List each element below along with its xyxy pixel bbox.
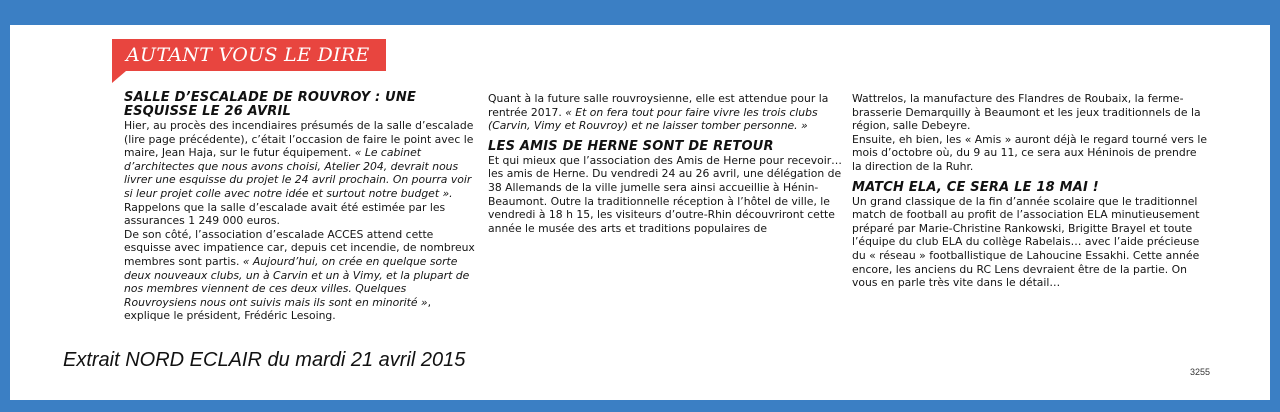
column-3 (852, 92, 1208, 290)
section-tag: AUTANT VOUS LE DIRE (112, 39, 386, 71)
column-2 (488, 92, 842, 235)
page-number: 3255 (1190, 367, 1211, 377)
article-2-headline: LES AMIS DE HERNE SONT DE RETOUR (488, 138, 774, 154)
newspaper-clipping (10, 25, 1270, 400)
article-2-paragraph-2: Ensuite, eh bien, les « Amis » auront déjà le regard tourné vers le mois d’octobre où, du 9 au 11, ce sera aux Héninois de prendre la direction de la Ruhr. (852, 132, 1207, 173)
article-3-headline: MATCH ELA, CE SERA LE 18 MAI ! (852, 179, 1099, 195)
article-1-p4-quote: « Et on fera tout pour faire vivre les trois clubs (Carvin, Vimy et Rouvroy) et ne laisser tomber personne. » (488, 105, 818, 133)
article-1-paragraph-4 (488, 92, 842, 133)
article-1-paragraph-2: Rappelons que la salle d’escalade avait été estimée par les assurances 1 249 000 euros. (124, 200, 446, 228)
article-1-paragraph-1 (124, 119, 479, 201)
article-3-paragraph-1: Un grand classique de la fin d’année scolaire que le traditionnel match de football au profit de l’association ELA minutieusement préparé par Marie-Christine Rankowski, Brigitte Brayel et toute l’équipe du club ELA du collège Rabelais… avec l’aide précieuse du « réseau » footballistique de Lahoucine Essakhi. Cette année encore, les anciens du RC Lens devraient être de la partie. On vous en parle très vite dans le détail… (852, 194, 1200, 290)
article-1-p3-quote: « Aujourd’hui, on crée en quelque sorte deux nouveaux clubs, un à Carvin et un à Vimy, et la plupart de nos membres viennent de ces deux villes. Quelques Rouvroysiens nous ont suivis mais ils sont en minorité » (124, 254, 470, 309)
article-1-headline: SALLE D’ESCALADE DE ROUVROY : UNE ESQUISSE LE 26 AVRIL (124, 90, 417, 119)
article-2-paragraph-1: Et qui mieux que l’association des Amis de Herne pour recevoir… les amis de Herne. Du vendredi 24 au 26 avril, une délégation de 38 Allemands de la ville jumelle sera ainsi accueillie à Hénin-Beaumont. Outre la traditionnelle réception à l’hôtel de ville, le vendredi à 18 h 15, les visiteurs d’outre-Rhin découvriront cette année le musée des arts et traditions populaires de (488, 153, 842, 235)
column-1 (124, 91, 479, 323)
article-1-p3-attribution: , explique le président, Frédéric Lesoing. (124, 295, 432, 323)
article-1-p3-text: De son côté, l’association d’escalade ACCES attend cette esquisse avec impatience car, depuis cet incendie, de nombreux membres sont partis. (124, 227, 475, 268)
article-2-paragraph-1-continued: Wattrelos, la manufacture des Flandres de Roubaix, la ferme-brasserie Demarquilly à Beaumont et les jeux traditionnels de la région, salle Debeyre. (852, 92, 1201, 133)
source-caption: Extrait NORD ECLAIR du mardi 21 avril 2015 (63, 349, 466, 371)
article-1-p4-text: Quant à la future salle rouvroysienne, elle est attendue pour la rentrée 2017. (488, 92, 829, 119)
article-1-p1-quote: « Le cabinet d’architectes que nous avons choisi, Atelier 204, devrait nous livrer une esquisse du projet le 24 avril prochain. On pourra voir si leur projet colle avec notre idée et surtout notre budget ». (124, 146, 472, 200)
article-1-p1-text: Hier, au procès des incendiaires présumés de la salle d’escalade (lire page précédente), c’était l’occasion de faire le point avec le maire, Jean Haja, sur le futur équipement. (124, 119, 474, 160)
article-1-paragraph-3 (124, 228, 479, 323)
